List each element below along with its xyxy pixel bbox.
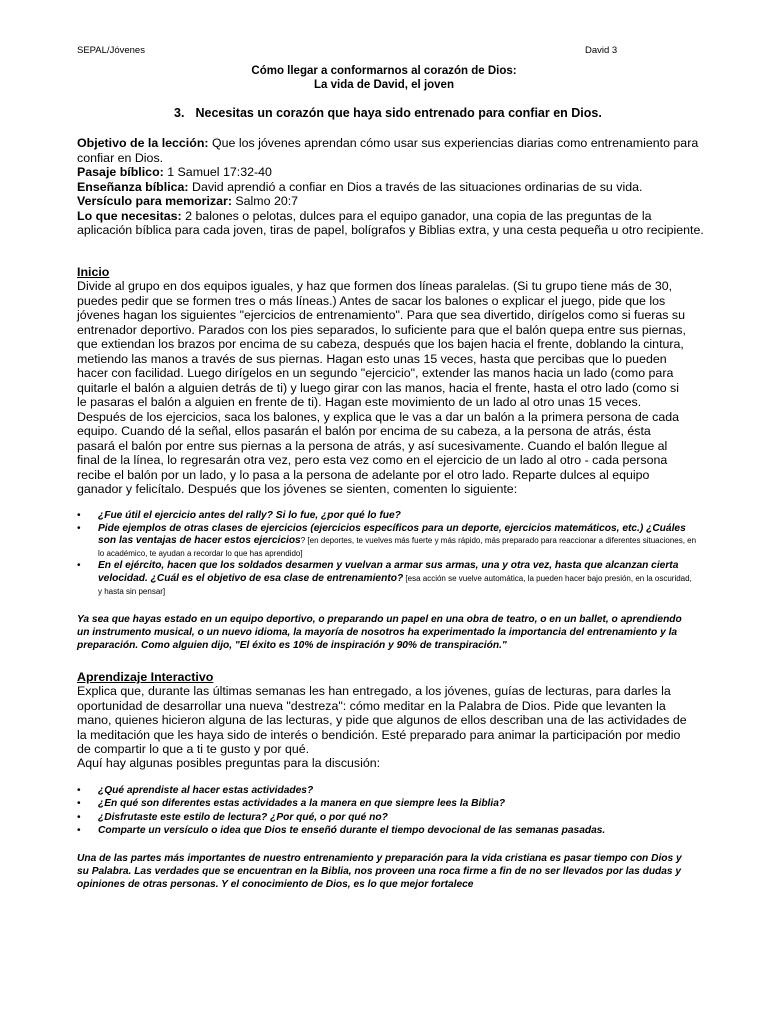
aprendizaje-intro: Aquí hay algunas posibles preguntas para la discusión: — [77, 756, 381, 770]
objective-label: Objetivo de la lección: — [77, 136, 209, 150]
title-line-1: Cómo llegar a conformarnos al corazón de Dios: — [251, 65, 517, 77]
aprendizaje-question-list — [77, 784, 697, 837]
aprendizaje-body: Explica que, durante las últimas semanas les han entregado, a los jóvenes, guías de lecturas, para darles la oportunidad de desarrollar una nueva "destreza": cómo meditar en la Palabra de Dios. Pide que levanten la mano, quienes hicieron alguna de las lecturas, y pide que algunos de ellos describan una de las actividades de la meditación que les haya sido de interés o bendición. Esté preparado para animar la participación por medio de compartir lo que a ti te gusto y por qué. — [77, 684, 687, 756]
list-item — [77, 811, 697, 824]
bullet-icon: • — [77, 785, 81, 796]
teaching-label: Enseñanza bíblica: — [77, 179, 189, 194]
passage-text: 1 Samuel 17:32-40 — [163, 165, 272, 179]
inicio-closing: Ya sea que hayas estado en un equipo deportivo, o preparando un papel en una obra de teatro, o en un ballet, o aprendiendo un instrumento musical, o un nuevo idioma, la mayoría de nosotros ha experimentado la importancia del entrenamiento y la preparación. Como alguien dijo, "El éxito es 10% de inspiración y 90% de transpiración." — [77, 614, 682, 652]
lesson-number: 3. — [174, 106, 185, 120]
question-text: Comparte un versículo o idea que Dios te enseñó durante el tiempo devocional de las semanas pasadas. — [98, 824, 606, 836]
list-item — [77, 784, 697, 797]
title-line-2: La vida de David, el joven — [314, 79, 454, 91]
bullet-icon: • — [77, 522, 81, 534]
verse-text: Salmo 20:7 — [231, 194, 299, 208]
answer-hint: ? [en deportes, te vuelves más fuerte y más rápido, más preparado para reaccionar a diferentes situaciones, en lo académico, te ayudan a recordar lo que has aprendido] — [98, 536, 697, 558]
question-text: ¿En qué son diferentes estas actividades a la manera en que siempre lees la Biblia? — [98, 798, 506, 810]
question-text: ¿Fue útil el ejercicio antes del rally? Si lo fue, ¿por qué lo fue? — [98, 510, 401, 521]
passage-label: Pasaje bíblico: — [77, 165, 164, 179]
bullet-icon: • — [77, 824, 81, 836]
question-text: En el ejército, hacen que los soldados desarmen y vuelvan a armar sus armas, una y otra vez, hasta que alcanzan cierta velocidad. ¿Cuál es el objetivo de esa clase de entrenamiento? — [98, 560, 679, 584]
question-text: ¿Disfrutaste este estilo de lectura? ¿Por qué, o por qué no? — [98, 811, 388, 823]
needs-text: 2 balones o pelotas, dulces para el equipo ganador, una copia de las preguntas de la aplicación bíblica para cada joven, tiras de papel, bolígrafos y Biblias extra, y una cesta pequeña u otro recipiente. — [77, 208, 704, 237]
section-heading-inicio: Inicio — [77, 265, 110, 279]
question-text: ¿Qué aprendiste al hacer estas actividades? — [98, 785, 314, 796]
section-heading-aprendizaje: Aprendizaje Interactivo — [77, 670, 214, 684]
verse-label: Versículo para memorizar: — [77, 194, 232, 208]
header-right: David 3 — [585, 45, 618, 56]
list-item — [77, 824, 697, 837]
lesson-info — [77, 136, 707, 238]
inicio-question-list — [77, 510, 697, 598]
answer-hint: [esa acción se vuelve automática, la pueden hacer bajo presión, en la oscuridad, y hasta sin pensar] — [98, 573, 692, 596]
lesson-heading — [77, 106, 697, 120]
bullet-icon: • — [77, 798, 81, 810]
header-left: SEPAL/Jóvenes — [77, 45, 145, 56]
aprendizaje-closing: Una de las partes más importantes de nuestro entrenamiento y preparación para la vida cristiana es pasar tiempo con Dios y su Palabra. Las verdades que se encuentran en la Biblia, nos proveen una roca firme a fin de no ser llevados por las dudas y opiniones de otras personas. Y el conocimiento de Dios, es lo que mejor fortalece — [77, 853, 682, 891]
list-item — [77, 510, 697, 523]
list-item — [77, 523, 697, 561]
list-item — [77, 560, 697, 598]
list-item — [77, 797, 697, 810]
lesson-title: Necesitas un corazón que haya sido entrenado para confiar en Dios. — [195, 106, 602, 120]
inicio-body: Divide al grupo en dos equipos iguales, y haz que formen dos líneas paralelas. (Si tu grupo tiene más de 30, puedes pedir que se formen tres o más líneas.) Antes de sacar los balones o explicar el juego, pide que los jóvenes hagan los siguientes "ejercicios de entrenamiento". Para que sea divertido, dirígelos como si fueras su entrenador deportivo. Parados con los pies separados, lo suficiente para que el balón quepa entre sus piernas, que extiendan los brazos por encima de su cabeza, después que los bajen hacia el frente, doblando la cintura, metiendo las manos a través de sus piernas. Hagan esto unas 15 veces, hasta que percibas que lo pueden hacer con facilidad. Luego dirígelos en un segundo "ejercicio", extender las manos hacia un lado (como para quitarle el balón a alguien detrás de ti) y luego girar con las manos, hacia el frente, hasta el otro lado (como si le pasaras el balón a alguien en frente de ti). Hagan este movimiento de un lado al otro unas 15 veces. Después de los ejercicios, saca los balones, y explica que le vas a dar un balón a la primera persona de cada equipo. Cuando dé la señal, ellos pasarán el balón por encima de su cabeza, a la persona de atrás, ésta pasará el balón por entre sus piernas a la persona de atrás, y así sucesivamente. Cuando el balón llegue al final de la línea, lo regresarán otra vez, pero esta vez como en el ejercicio de un lado al otro - cada persona recibe el balón por un lado, y lo pasa a la persona de adelante por el otro lado. Reparte dulces al equipo ganador y felicítalo. Después que los jóvenes se sienten, comenten lo siguiente: — [77, 279, 686, 496]
bullet-icon: • — [77, 811, 81, 823]
objective-text: Que los jóvenes aprendan cómo usar sus experiencias diarias como entrenamiento para confiar en Dios. — [77, 136, 699, 165]
needs-label: Lo que necesitas: — [77, 208, 182, 223]
teaching-text: David aprendió a confiar en Dios a través de las situaciones ordinarias de su vida. — [188, 179, 643, 194]
bullet-icon: • — [77, 560, 81, 572]
bullet-icon: • — [77, 510, 81, 521]
question-text: Pide ejemplos de otras clases de ejercicios (ejercicios específicos para un deporte, ejercicios matemáticos, etc.) ¿Cuáles son las ventajas de hacer estos ejercicios — [98, 522, 686, 547]
